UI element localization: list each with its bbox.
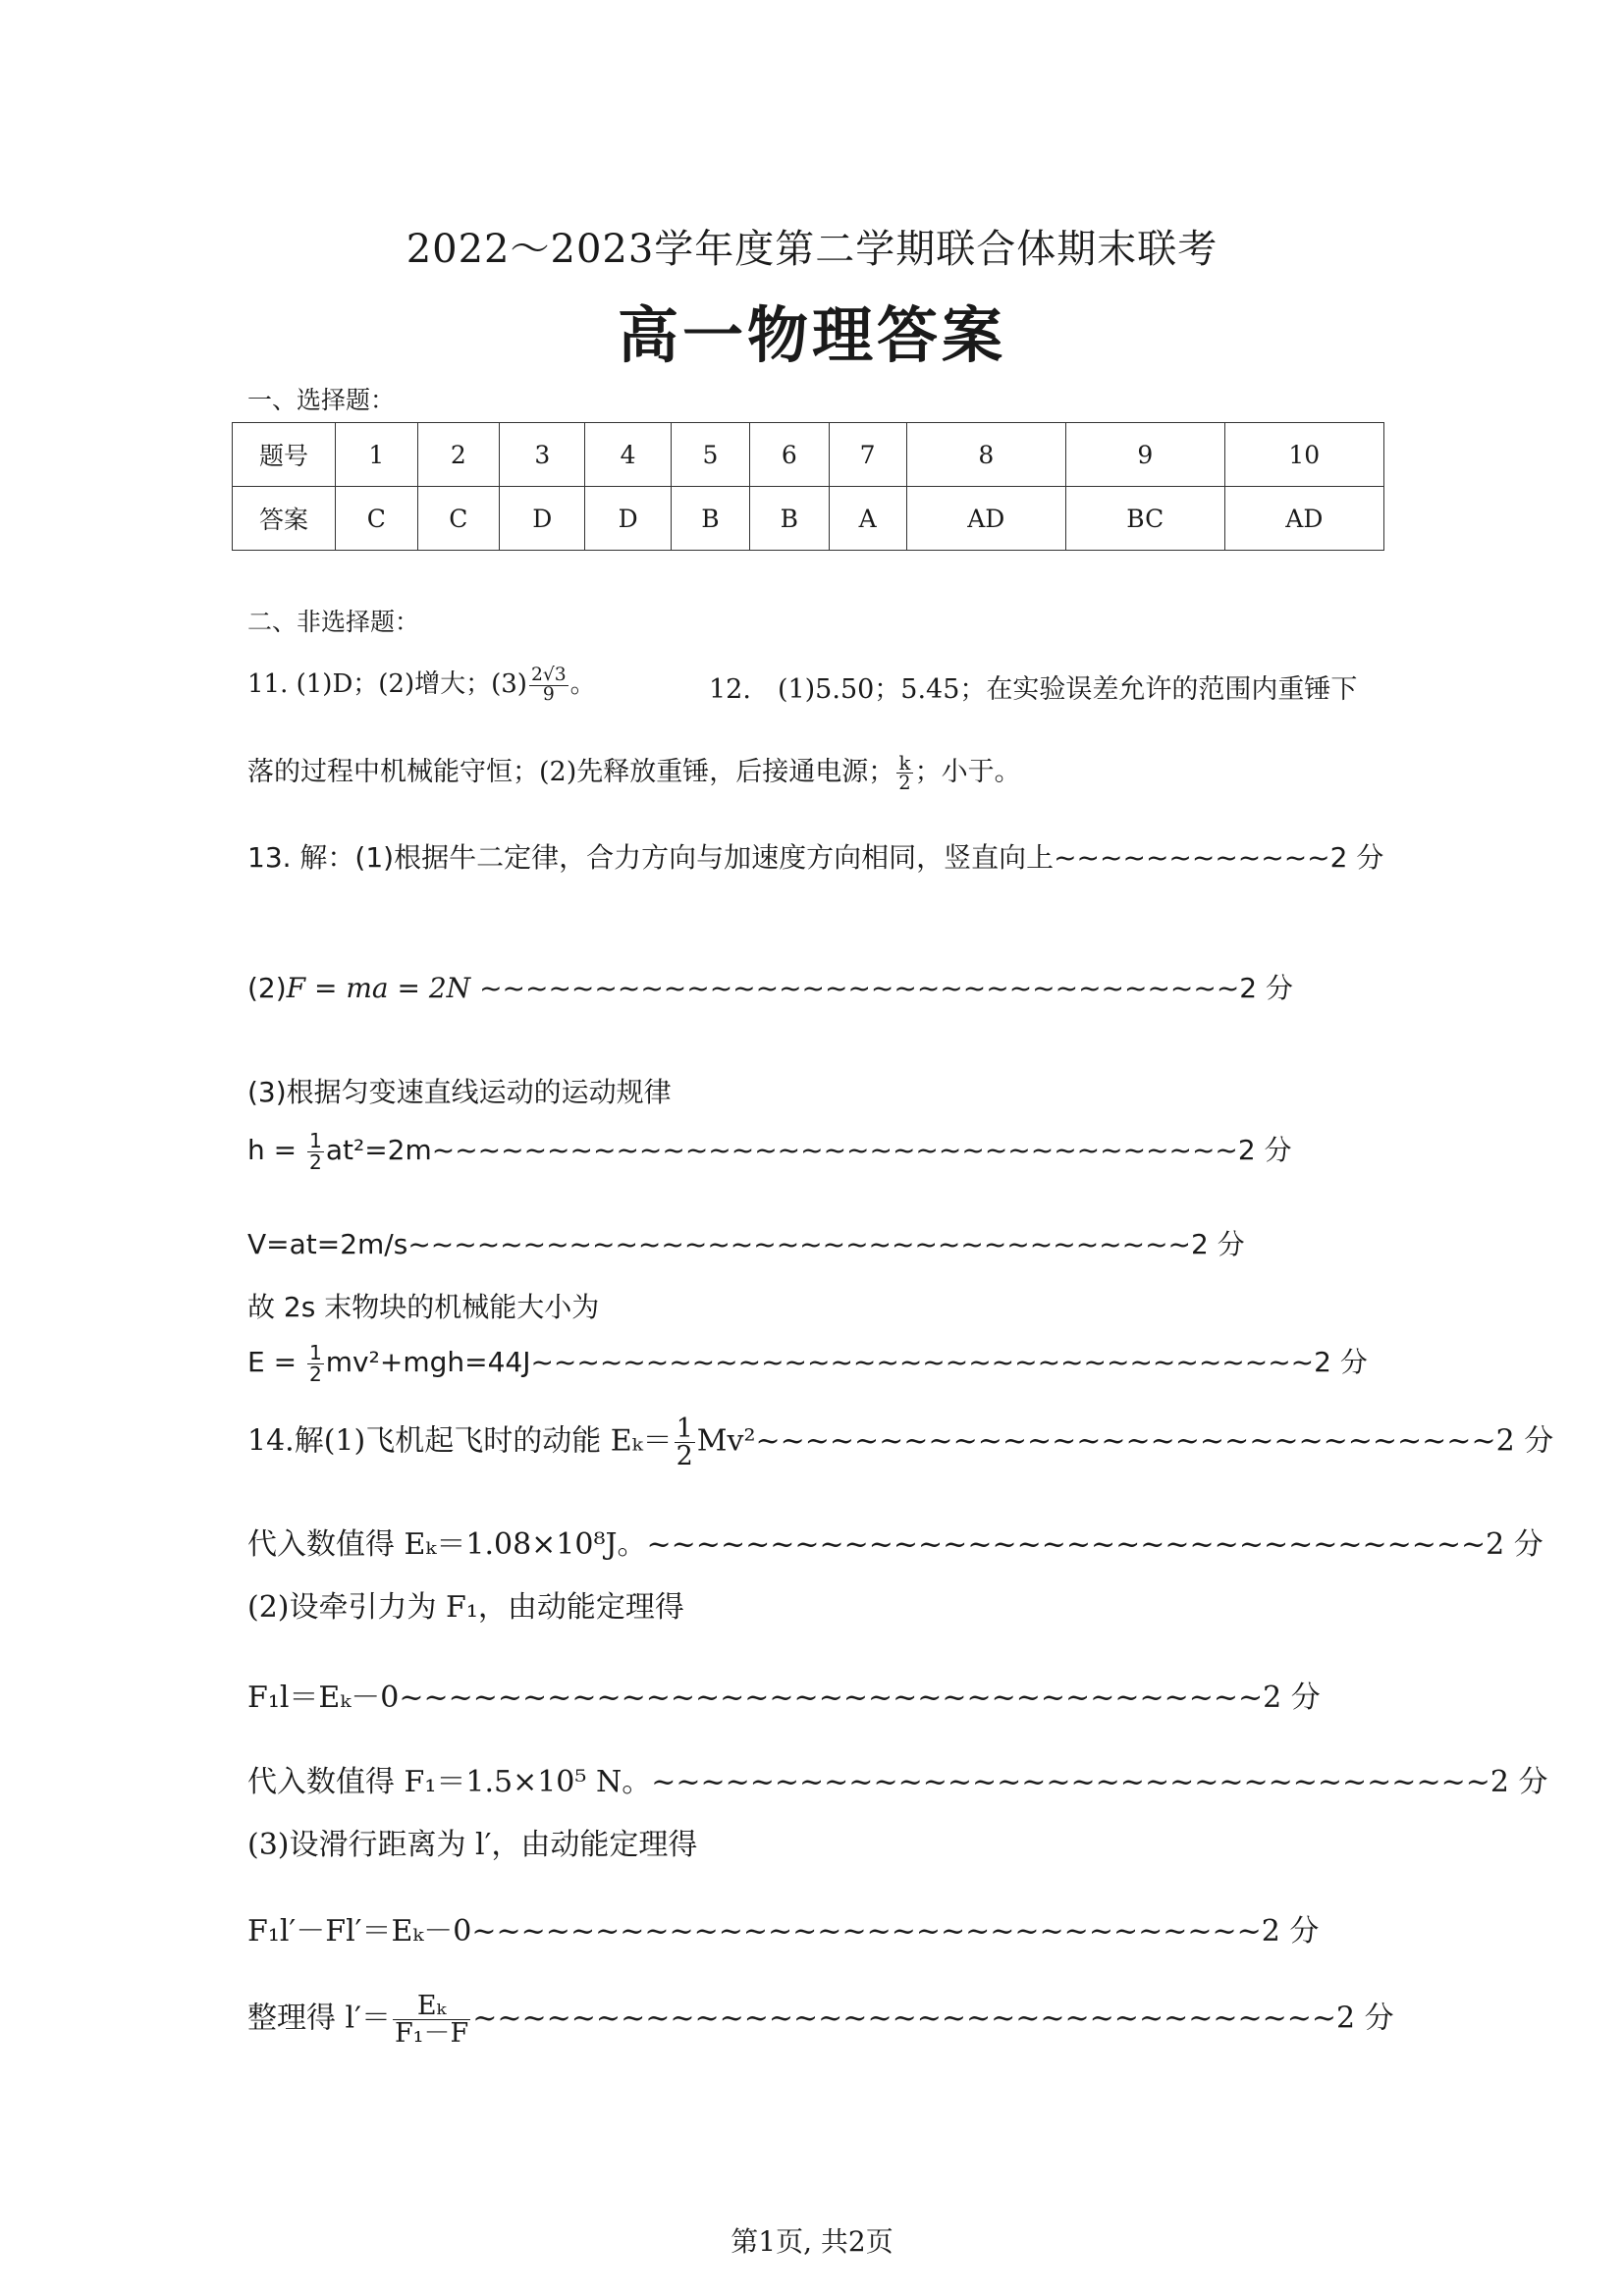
q14-line3: (2)设牵引力为 F₁，由动能定理得 <box>247 1590 684 1625</box>
q14-line1 <box>247 1415 1553 1469</box>
table-cell: 7 <box>829 423 906 487</box>
frac-numerator: Eₖ <box>393 1993 470 2020</box>
half-fraction <box>307 1129 324 1174</box>
q13-line2-score: ~~~~~~~~~~~~~~~~~~~~~~~~~~~~~~~~~2 分 <box>470 972 1294 1004</box>
q13-line6: 故 2s 末物块的机械能大小为 <box>247 1291 600 1323</box>
table-cell: 10 <box>1224 423 1383 487</box>
table-cell: BC <box>1065 487 1224 551</box>
table-cell: C <box>417 487 500 551</box>
section-choice-heading: 一、选择题： <box>247 386 396 414</box>
q14-line1-text: Mv²~~~~~~~~~~~~~~~~~~~~~~~~~~~~~~2 分 <box>696 1423 1554 1459</box>
table-cell: 4 <box>585 423 671 487</box>
table-cell: B <box>750 487 829 551</box>
q11-answer <box>247 664 596 704</box>
q13-line4-text: at²=2m~~~~~~~~~~~~~~~~~~~~~~~~~~~~~~~~~~~2 分 <box>325 1134 1292 1166</box>
row-header: 答案 <box>233 487 336 551</box>
q13-line7-text: mv²+mgh=44J~~~~~~~~~~~~~~~~~~~~~~~~~~~~~~~~~~2 分 <box>325 1346 1368 1378</box>
table-cell: 1 <box>336 423 418 487</box>
q12-line2-text: 落的过程中机械能守恒；(2)先释放重锤，后接通电源； <box>247 757 895 787</box>
table-cell: AD <box>1224 487 1383 551</box>
q14-line2: 代入数值得 Eₖ＝1.08×10⁸J。~~~~~~~~~~~~~~~~~~~~~~~~~~~~~~~~~~2 分 <box>247 1527 1543 1562</box>
frac-numerator: k <box>896 754 912 774</box>
q11-suffix: 。 <box>569 669 596 699</box>
row-header: 题号 <box>233 423 336 487</box>
q12-line2 <box>247 750 1021 792</box>
table-cell: 6 <box>750 423 829 487</box>
table-cell: D <box>500 487 585 551</box>
q12-fraction <box>896 751 912 794</box>
page-footer: 第1页, 共2页 <box>731 2225 893 2258</box>
q14-line8-label: 整理得 l′＝ <box>247 2001 391 2036</box>
q13-line3: (3)根据匀变速直线运动的运动规律 <box>247 1076 672 1108</box>
frac-numerator: 2√3 <box>530 664 567 685</box>
q12-line2-suffix: ；小于。 <box>914 757 1021 787</box>
table-row-answers <box>233 487 1384 551</box>
half-fraction <box>675 1415 695 1469</box>
frac-numerator: 1 <box>309 1129 322 1153</box>
q14-line7: F₁l′－Fl′＝Eₖ－0~~~~~~~~~~~~~~~~~~~~~~~~~~~~~~~~2 分 <box>247 1914 1320 1949</box>
q14-line4: F₁l＝Eₖ－0~~~~~~~~~~~~~~~~~~~~~~~~~~~~~~~~~~~2 分 <box>247 1681 1321 1715</box>
frac-denominator: 2 <box>308 1362 322 1386</box>
q13-line2-label: (2) <box>247 972 287 1004</box>
frac-denominator: 9 <box>542 683 555 705</box>
q13-line4 <box>247 1129 1292 1172</box>
table-cell: AD <box>906 487 1065 551</box>
q13-formula: F = ma = 2N <box>286 972 471 1004</box>
lprime-fraction <box>393 1993 470 2047</box>
table-cell: 9 <box>1065 423 1224 487</box>
q14-line6: (3)设滑行距离为 l′，由动能定理得 <box>247 1828 698 1862</box>
answer-table <box>232 422 1384 551</box>
q13-line5: V=at=2m/s~~~~~~~~~~~~~~~~~~~~~~~~~~~~~~~~~~2 分 <box>247 1228 1245 1260</box>
q11-text: 11. (1)D；(2)增大；(3) <box>247 669 527 699</box>
table-cell: D <box>585 487 671 551</box>
frac-denominator: 2 <box>898 772 911 794</box>
table-cell: A <box>829 487 906 551</box>
frac-denominator: F₁－F <box>394 2018 469 2049</box>
frac-denominator: 2 <box>676 1441 693 1471</box>
q12-line1: 12. (1)5.50；5.45；在实验误差允许的范围内重锤下 <box>709 674 1358 705</box>
frac-numerator: 1 <box>676 1414 693 1444</box>
table-cell: 3 <box>500 423 585 487</box>
q14-line8-text: ~~~~~~~~~~~~~~~~~~~~~~~~~~~~~~~~~~~2 分 <box>472 2001 1394 2036</box>
q13-line7 <box>247 1341 1368 1384</box>
q13-line4-label: h = <box>247 1134 306 1166</box>
table-cell: 8 <box>906 423 1065 487</box>
page-title: 高一物理答案 <box>617 299 1006 371</box>
q13-line1: 13. 解：(1)根据牛二定律，合力方向与加速度方向相同，竖直向上~~~~~~~~~~~~2 分 <box>247 841 1384 874</box>
q14-line1-label: 14.解(1)飞机起飞时的动能 Eₖ＝ <box>247 1423 673 1459</box>
table-cell: 5 <box>671 423 749 487</box>
table-cell: B <box>671 487 749 551</box>
half-fraction <box>307 1341 324 1386</box>
q14-line8 <box>247 1993 1394 2047</box>
q13-line2 <box>247 967 1293 1006</box>
table-cell: C <box>336 487 418 551</box>
q11-fraction <box>529 664 568 705</box>
q13-line7-label: E = <box>247 1346 305 1378</box>
table-cell: 2 <box>417 423 500 487</box>
section-nonchoice-heading: 二、非选择题： <box>247 608 420 636</box>
frac-numerator: 1 <box>308 1341 322 1365</box>
exam-title: 2022～2023学年度第二学期联合体期末联考 <box>406 227 1218 272</box>
table-row-numbers <box>233 423 1384 487</box>
q14-line5: 代入数值得 F₁＝1.5×10⁵ N。~~~~~~~~~~~~~~~~~~~~~~~~~~~~~~~~~~2 分 <box>247 1765 1548 1799</box>
frac-denominator: 2 <box>309 1149 322 1174</box>
